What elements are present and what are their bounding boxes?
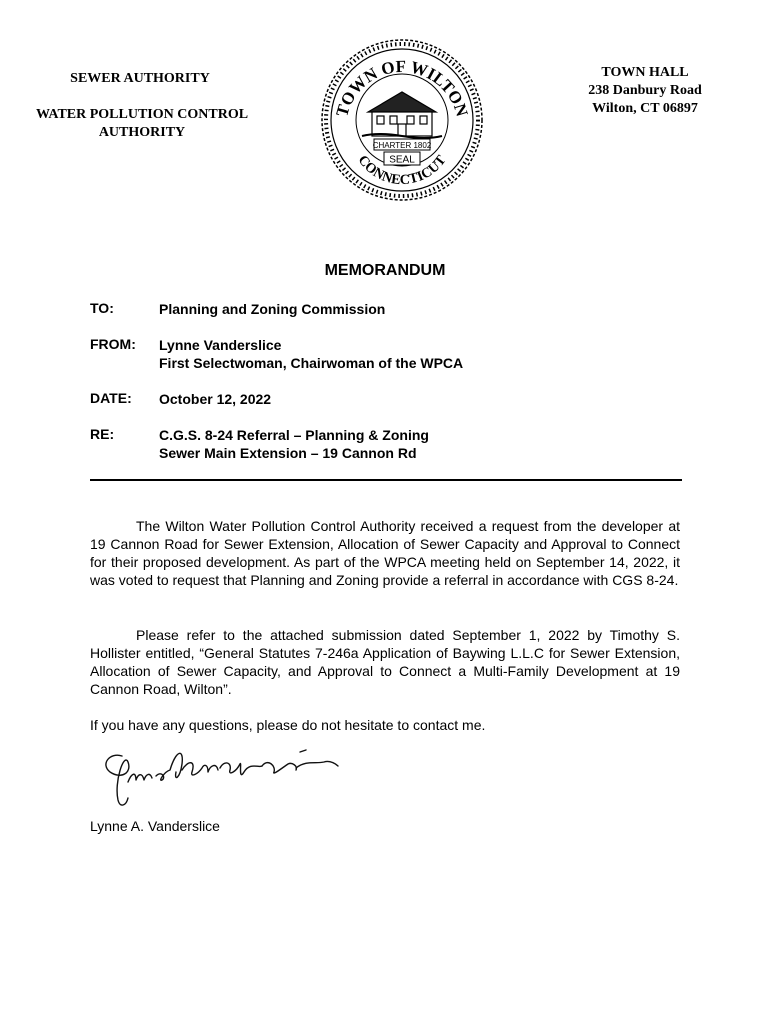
house-icon [362,92,442,138]
handwritten-signature [92,742,352,814]
memo-title: MEMORANDUM [324,262,446,279]
body-paragraph-1-text: The Wilton Water Pollution Control Authority received a request from the developer at 19 Cannon Road for Sewer Extension, Allocation of Sewer Capacity and Approval to Connect for their proposed development. As part of the WPCA meeting held on September 14, 2022, it was voted to request that Planning and Zoning provide a referral in accordance with CGS 8-24. [90,518,680,588]
to-value: Planning and Zoning Commission [159,301,386,317]
from-value [159,336,463,372]
authority-name: SEWER AUTHORITY [70,71,210,86]
date-value: October 12, 2022 [159,391,272,407]
body-paragraph-1 [90,517,680,589]
seal-top-text: TOWN OF WILTON [332,56,472,119]
from-label: FROM: [90,336,136,352]
from-title: First Selectwoman, Chairwoman of the WPCA [159,355,464,371]
address-line-1: TOWN HALL [601,65,689,80]
address-line-3: Wilton, CT 06897 [592,101,698,116]
re-line-1: C.G.S. 8-24 Referral – Planning & Zoning [159,427,429,443]
town-seal-graphic [318,36,486,204]
re-value [159,426,429,462]
header-divider [90,479,682,481]
body-paragraph-2 [90,626,680,698]
date-label: DATE: [90,390,132,406]
body-paragraph-3: If you have any questions, please do not hesitate to contact me. [90,717,486,733]
from-name: Lynne Vanderslice [159,337,282,353]
seal-bottom-text: CONNECTICUT [354,152,450,189]
address-line-2: 238 Danbury Road [588,83,702,98]
authority-subname: WATER POLLUTION CONTROL AUTHORITY [35,107,249,140]
signature-printed-name: Lynne A. Vanderslice [90,818,220,834]
seal-charter: CHARTER 1802 [372,141,432,150]
to-label: TO: [90,300,114,316]
re-label: RE: [90,426,115,442]
town-seal [318,36,486,204]
re-line-2: Sewer Main Extension – 19 Cannon Rd [159,445,417,461]
seal-word: SEAL [389,154,415,166]
town-hall-address [570,64,720,118]
body-paragraph-2-text: Please refer to the attached submission dated September 1, 2022 by Timothy S. Hollister entitled, “General Statutes 7-246a Application of Baywing L.L.C for Sewer Extension, Allocation of Sewer Capacity, and Approval to Connect a Multi-Family Development at 19 Cannon Road, Wilton”. [90,627,680,697]
